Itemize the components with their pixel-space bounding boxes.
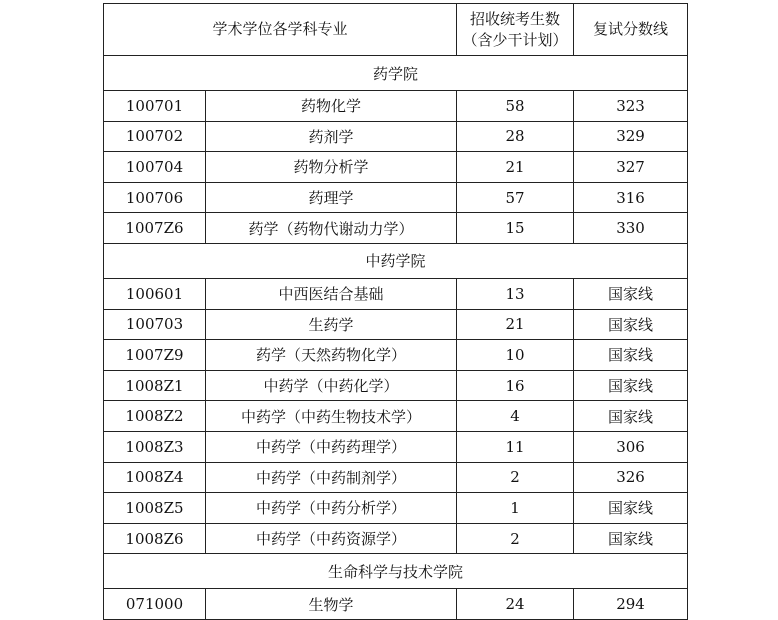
cell-major-name: 药理学: [206, 182, 457, 213]
cell-quota: 58: [457, 91, 574, 122]
cell-code: 071000: [104, 589, 206, 620]
cell-code: 1008Z3: [104, 431, 206, 462]
cell-code: 100703: [104, 309, 206, 340]
cell-score: 国家线: [574, 401, 688, 432]
cell-code: 1008Z4: [104, 462, 206, 493]
cell-quota: 24: [457, 589, 574, 620]
table-row: [104, 431, 688, 462]
section-row: [104, 554, 688, 589]
header-row: [104, 4, 688, 56]
cell-score: 316: [574, 182, 688, 213]
cell-score: 国家线: [574, 523, 688, 554]
header-quota-line2: （含少干计划）: [462, 30, 568, 49]
section-title: 生命科学与技术学院: [104, 554, 688, 589]
table-row: [104, 121, 688, 152]
table-row: [104, 401, 688, 432]
cell-major-name: 中药学（中药分析学）: [206, 493, 457, 524]
cell-quota: 10: [457, 340, 574, 371]
section-title: 药学院: [104, 56, 688, 91]
cell-score: 306: [574, 431, 688, 462]
table-row: [104, 91, 688, 122]
table-row: [104, 462, 688, 493]
cell-major-name: 药物化学: [206, 91, 457, 122]
cell-code: 100701: [104, 91, 206, 122]
cell-major-name: 中药学（中药化学）: [206, 370, 457, 401]
cell-code: 1008Z6: [104, 523, 206, 554]
cell-quota: 21: [457, 309, 574, 340]
admission-table: [103, 3, 688, 620]
cell-score: 329: [574, 121, 688, 152]
cell-code: 100601: [104, 278, 206, 309]
header-score: 复试分数线: [574, 4, 688, 56]
cell-major-name: 生药学: [206, 309, 457, 340]
cell-major-name: 药剂学: [206, 121, 457, 152]
cell-quota: 1: [457, 493, 574, 524]
table-row: [104, 493, 688, 524]
cell-major-name: 中药学（中药资源学）: [206, 523, 457, 554]
cell-major-name: 中药学（中药药理学）: [206, 431, 457, 462]
header-major: 学术学位各学科专业: [104, 4, 457, 56]
cell-score: 国家线: [574, 493, 688, 524]
cell-quota: 2: [457, 462, 574, 493]
header-quota-line1: 招收统考生数: [470, 9, 561, 28]
cell-major-name: 中药学（中药生物技术学）: [206, 401, 457, 432]
cell-score: 国家线: [574, 370, 688, 401]
cell-quota: 11: [457, 431, 574, 462]
table-row: [104, 340, 688, 371]
cell-score: 国家线: [574, 278, 688, 309]
cell-quota: 4: [457, 401, 574, 432]
cell-code: 1008Z2: [104, 401, 206, 432]
cell-code: 100702: [104, 121, 206, 152]
table-row: [104, 589, 688, 620]
cell-code: 1007Z9: [104, 340, 206, 371]
cell-major-name: 药学（天然药物化学）: [206, 340, 457, 371]
cell-score: 国家线: [574, 340, 688, 371]
table-row: [104, 309, 688, 340]
cell-major-name: 中西医结合基础: [206, 278, 457, 309]
cell-code: 100704: [104, 152, 206, 183]
cell-code: 1008Z1: [104, 370, 206, 401]
cell-quota: 16: [457, 370, 574, 401]
cell-major-name: 药物分析学: [206, 152, 457, 183]
section-row: [104, 243, 688, 278]
cell-score: 323: [574, 91, 688, 122]
table-row: [104, 278, 688, 309]
cell-code: 1007Z6: [104, 213, 206, 244]
header-quota: [457, 4, 574, 56]
cell-code: 100706: [104, 182, 206, 213]
cell-score: 327: [574, 152, 688, 183]
cell-quota: 57: [457, 182, 574, 213]
cell-quota: 13: [457, 278, 574, 309]
table-row: [104, 370, 688, 401]
cell-major-name: 中药学（中药制剂学）: [206, 462, 457, 493]
cell-major-name: 药学（药物代谢动力学）: [206, 213, 457, 244]
section-title: 中药学院: [104, 243, 688, 278]
table-row: [104, 213, 688, 244]
table-row: [104, 523, 688, 554]
table-body: [104, 4, 688, 620]
table-row: [104, 152, 688, 183]
cell-quota: 21: [457, 152, 574, 183]
cell-quota: 2: [457, 523, 574, 554]
cell-quota: 28: [457, 121, 574, 152]
cell-score: 国家线: [574, 309, 688, 340]
cell-code: 1008Z5: [104, 493, 206, 524]
cell-score: 326: [574, 462, 688, 493]
cell-quota: 15: [457, 213, 574, 244]
table-row: [104, 182, 688, 213]
cell-score: 330: [574, 213, 688, 244]
cell-major-name: 生物学: [206, 589, 457, 620]
cell-score: 294: [574, 589, 688, 620]
section-row: [104, 56, 688, 91]
